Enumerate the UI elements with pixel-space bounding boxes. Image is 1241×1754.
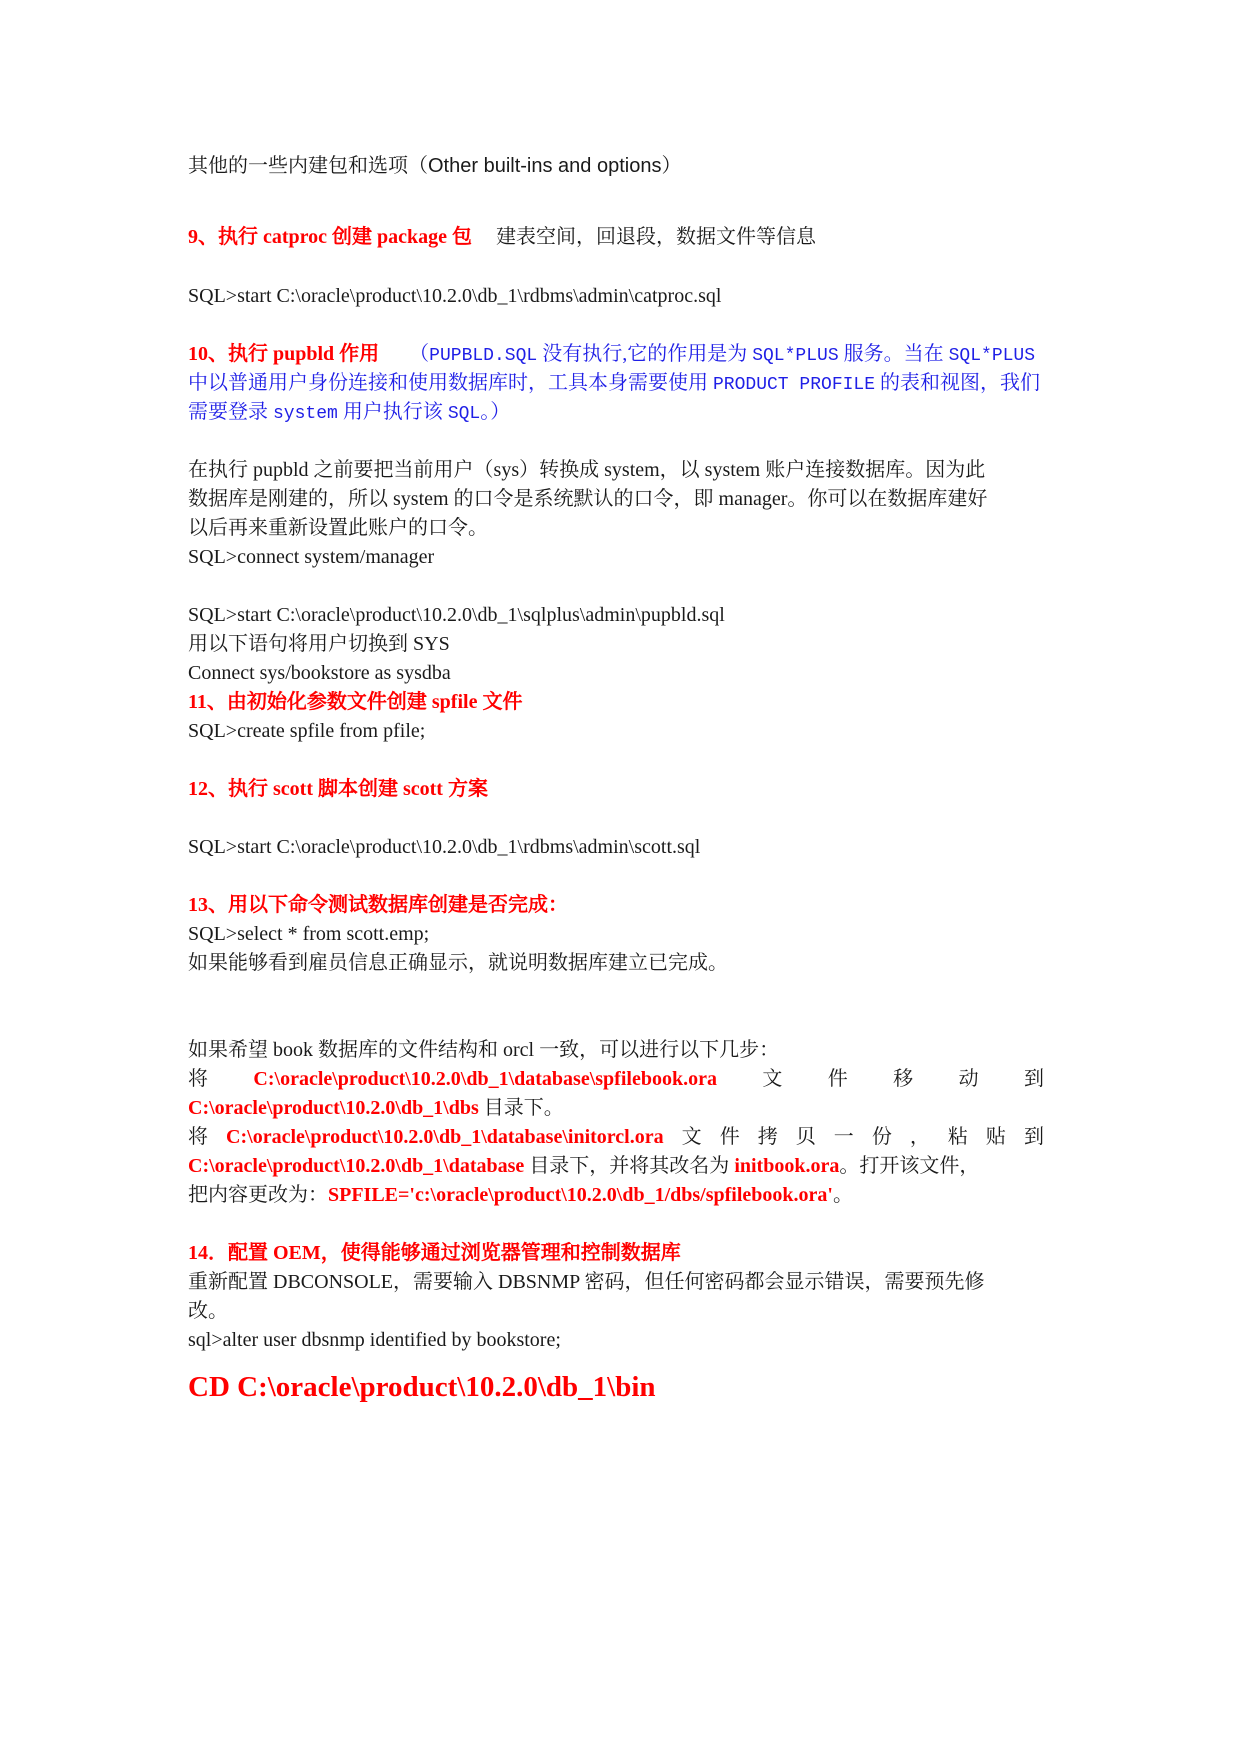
- step9-line: [188, 222, 816, 252]
- step9-heading: 9、执行 catproc 创建 package 包: [188, 226, 473, 248]
- step10-note-line3: 需要登录 system 用户执行该 SQL。）: [188, 401, 511, 424]
- copy-dest-path: C:\oracle\product\10.2.0\db_1\database: [188, 1155, 525, 1177]
- intro-line: [188, 151, 681, 181]
- cd-bin-command: CD C:\oracle\product\10.2.0\db_1\bin: [188, 1371, 656, 1403]
- step13-heading: 13、用以下命令测试数据库创建是否完成：: [188, 894, 568, 916]
- spfile-value: SPFILE='c:\oracle\product\10.2.0\db_1/dbs/spfilebook.ora': [328, 1184, 833, 1206]
- step12-command: SQL>start C:\oracle\product\10.2.0\db_1\rdbms\admin\scott.sql: [188, 836, 701, 858]
- copy-new-name: initbook.ora: [734, 1155, 840, 1177]
- move-source-path: C:\oracle\product\10.2.0\db_1\database\spfilebook.ora: [253, 1068, 717, 1090]
- filestruct-copy-line: 将 C:\oracle\product\10.2.0\db_1\database\initorcl.ora 文 件 拷 贝 一 份 ， 粘 贴 到: [188, 1122, 1044, 1152]
- copy-source-path: C:\oracle\product\10.2.0\db_1\database\initorcl.ora: [226, 1126, 664, 1148]
- step10-note-line1: （PUPBLD.SQL 没有执行,它的作用是为 SQL*PLUS 服务。当在 SQL*PLUS: [409, 343, 1036, 366]
- step10-heading: 10、执行 pupbld 作用: [188, 343, 380, 365]
- intro-line-cn: 其他的一些内建包和选项（: [188, 155, 428, 177]
- filestruct-copy-dest-line: C:\oracle\product\10.2.0\db_1\database 目录下，并将其改名为 initbook.ora。打开该文件，: [188, 1155, 980, 1177]
- step14-command: sql>alter user dbsnmp identified by bookstore;: [188, 1329, 561, 1351]
- step12-heading: 12、执行 scott 脚本创建 scott 方案: [188, 778, 488, 800]
- step10-para-line3: 以后再来重新设置此账户的口令。: [188, 517, 488, 539]
- step10-switch-command: Connect sys/bookstore as sysdba: [188, 662, 451, 684]
- step10-para-line2: 数据库是刚建的，所以 system 的口令是系统默认的口令，即 manager。你可以在数据库建好: [188, 488, 988, 510]
- step11-command: SQL>create spfile from pfile;: [188, 720, 426, 742]
- filestruct-intro: 如果希望 book 数据库的文件结构和 orcl 一致，可以进行以下几步：: [188, 1039, 780, 1061]
- step10-connect-command: SQL>connect system/manager: [188, 546, 435, 568]
- step13-command: SQL>select * from scott.emp;: [188, 923, 430, 945]
- step10-start-command: SQL>start C:\oracle\product\10.2.0\db_1\sqlplus\admin\pupbld.sql: [188, 604, 725, 626]
- intro-line-en: Other built-ins and options: [428, 155, 662, 177]
- step14-line2: 改。: [188, 1300, 228, 1322]
- intro-line-close: ）: [661, 155, 682, 177]
- step9-desc: 建表空间，回退段，数据文件等信息: [496, 226, 817, 248]
- step10-switch-text: 用以下语句将用户切换到 SYS: [188, 633, 450, 655]
- filestruct-edit-line: 把内容更改为：SPFILE='c:\oracle\product\10.2.0\db_1/dbs/spfilebook.ora'。: [188, 1184, 853, 1206]
- step10-heading-line: [188, 339, 1035, 371]
- step14-heading: 14．配置 OEM，使得能够通过浏览器管理和控制数据库: [188, 1242, 681, 1264]
- move-dest-path: C:\oracle\product\10.2.0\db_1\dbs: [188, 1097, 479, 1119]
- step13-result: 如果能够看到雇员信息正确显示，就说明数据库建立已完成。: [188, 952, 728, 974]
- step9-command: SQL>start C:\oracle\product\10.2.0\db_1\rdbms\admin\catproc.sql: [188, 285, 722, 307]
- filestruct-move-dest-line: C:\oracle\product\10.2.0\db_1\dbs 目录下。: [188, 1097, 564, 1119]
- step10-note-line2: 中以普通用户身份连接和使用数据库时，工具本身需要使用 PRODUCT PROFILE 的表和视图，我们: [188, 372, 1041, 395]
- step14-line1: 重新配置 DBCONSOLE，需要输入 DBSNMP 密码，但任何密码都会显示错误，需要预先修: [188, 1271, 985, 1293]
- filestruct-move-line: 将 C:\oracle\product\10.2.0\db_1\database\spfilebook.ora 文 件 移 动 到: [188, 1064, 1044, 1094]
- step11-heading: 11、由初始化参数文件创建 spfile 文件: [188, 691, 523, 713]
- step10-para-line1: 在执行 pupbld 之前要把当前用户（sys）转换成 system，以 system 账户连接数据库。因为此: [188, 459, 986, 481]
